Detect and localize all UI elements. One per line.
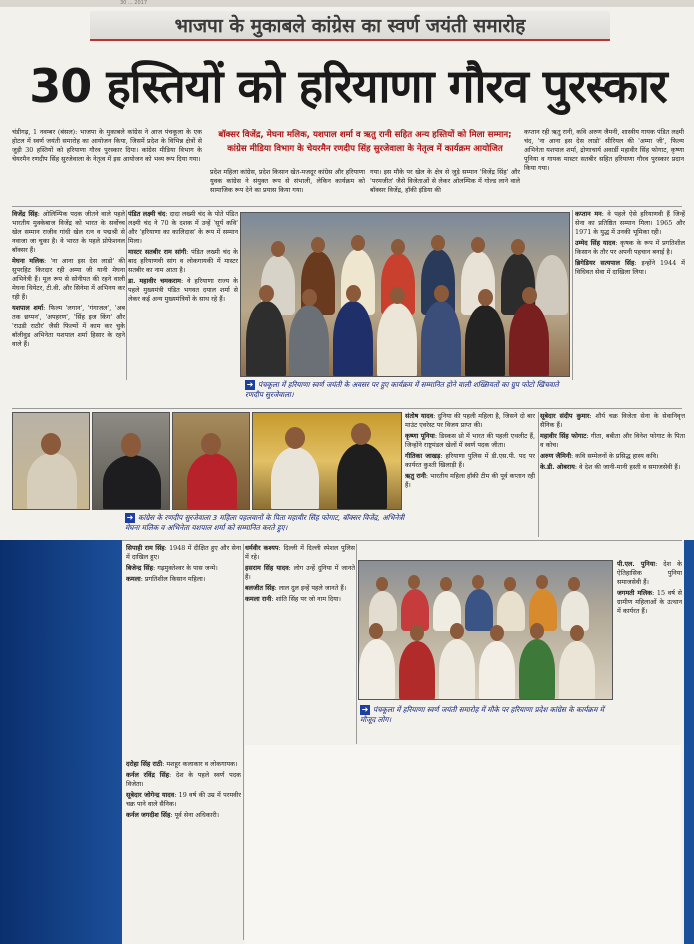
- blue-edge-strip-right: [684, 540, 694, 944]
- award-photo-3: [172, 412, 250, 510]
- caption-arrow-icon: ➜: [126, 513, 134, 522]
- profile: कृष्णा पूनिया: डिस्कस थ्रो में भारत की पहली एथलीट हैं, जिन्होंने राष्ट्रमंडल खेलों में स्वर्ण पदक जीता।: [405, 432, 535, 449]
- person-figure: [421, 301, 461, 377]
- group-photo: [240, 212, 570, 377]
- profile: मेघना मलिक: 'ना आना इस देस लाडो' की सुपरहिट किरदार रही अम्मा जी यानी मेघना अभिनेत्री हैं। मूल रूप से सोनीपत की रहने वाली मेघना थियेटर, टी.वी. और सिनेमा में अभिनय कर रही हैं।: [12, 257, 125, 301]
- right-profiles-2: [540, 412, 685, 537]
- award-photo-2: [92, 412, 170, 510]
- profile: कमला रानी: शांति सिंह पर जो नाम दिया।: [245, 595, 341, 603]
- profile: धर्मवीर कश्यप: दिल्ली में दिल्ली स्पेशल पुलिस में रहे।: [245, 544, 355, 561]
- profile: सिपाही राम सिंह: 1948 में दीक्षित हुए और सेना में दाखिल हुए।: [126, 544, 241, 561]
- blank-area: [245, 745, 681, 944]
- deck-line-2: कांग्रेस मीडिया विभाग के चेयरमैन रणदीप सिंह सुरजेवाला के नेतृत्व में कार्यक्रम आयोजित: [227, 144, 503, 154]
- intro-col-2: प्रदेश महिला कांग्रेस, प्रदेश किसान खेत-मजदूर कांग्रेस और हरियाणा युवक कांग्रेस ने संयुक्त रूप से संभाली, लेकिन कार्यक्रम को सामाजिक रूप देने का प्रयास किया गया।: [210, 168, 365, 194]
- audience-photo-caption: ➜ पंचकूला में हरियाणा स्वर्ण जयंती समारोह में मौके पर हरियाणा प्रदेश कांग्रेस के कार्यक्रम में मौजूद लोग।: [360, 705, 604, 724]
- profile: जगमती मलिक: 15 वर्ष से ग्रामीण महिलाओं के उत्थान में कार्यरत हैं।: [617, 589, 682, 615]
- profile: कप्तान मन: वे पहले ऐसे हरियाणवी हैं जिन्हें सेना का प्रतिष्ठित सम्मान मिला। 1965 और 1971 के युद्ध में उनकी भूमिका रही।: [575, 210, 685, 236]
- profile: सूबेदार संदीप कुमार: शौर्य चक्र विजेता सेना के सेवानिवृत्त सैनिक हैं।: [540, 412, 685, 429]
- profile: पंडित लक्ष्मी चंद: दादा लख्मी चंद के पोते पंडित लक्ष्मी चंद ने 70 के दशक में उन्हें 'सूर्य कवि' और 'हरियाणा का कालिदास' के रूप में सम्मान मिला।: [128, 210, 238, 245]
- profile: गीतिका जाखड़: हरियाणा पुलिस में डी.एस.पी. पद पर कार्यरत कुश्ती खिलाड़ी हैं।: [405, 452, 535, 469]
- profile: के.डी. ओबराय: वे देश की जानी-मानी हस्ती व समाजसेवी हैं।: [540, 463, 681, 471]
- deck-line-1: बॉक्सर विजेंद्र, मेघना मलिक, यशपाल शर्मा व ऋतु रानी सहित अन्य हस्तियों को मिला सम्मान;: [218, 130, 512, 140]
- person-figure: [333, 301, 373, 377]
- profile: कर्नल रविंद्र सिंह: देश के पहले स्वर्ण पदक विजेता।: [126, 771, 241, 788]
- profile: अरुण जैमिनी: कवि सम्मेलनों के प्रसिद्ध हास्य कवि।: [540, 452, 659, 460]
- award-photo-4: [252, 412, 402, 510]
- profile: उम्मेद सिंह यादव: कृषक के रूप में प्रगतिशील किसान के तौर पर अपनी पहचान बनाई है।: [575, 239, 685, 256]
- audience-photo: [358, 560, 613, 700]
- profile: डा. महावीर चमकराम: वे हरियाणा राज्य के पहले मुख्यमंत्री पंडित भगवत दयाल शर्मा से लेकर कई अन्य मुख्यमंत्रियों के साथ रहे हैं।: [128, 277, 238, 303]
- person-figure: [536, 255, 568, 315]
- profile: ब्रिगेडियर सत्यपाल सिंह: इन्होंने 1944 में विधिवत सेवा में दाखिला लिया।: [575, 259, 685, 276]
- profile: ऋतु रानी: भारतीय महिला हॉकी टीम की पूर्व कप्तान रही हैं।: [405, 472, 535, 489]
- intro-col-3: गया। इस मौके पर खेल के क्षेत्र से जुड़े सम्मान 'विजेंद्र सिंह' और 'परमजीत' जैसे विजेताओं से लेकर ओलम्पिक में गोल्ड लाने वाले बॉक्सर विजेंद्र, हॉकी इंडिया की: [370, 168, 520, 194]
- right-profiles: [575, 210, 685, 375]
- top-strip: 30 ... 2017: [0, 0, 694, 7]
- profile: मास्टर सतबीर राम सांगी: पंडित लख्मी चंद के बाद हरियाणवी सांग व लोकगायकी में मास्टर सतबीर का नाम आता है।: [128, 248, 238, 274]
- profile: बिजेन्द्र सिंह: गढ़मुक्तेश्वर के पास जन्मे।: [126, 564, 218, 572]
- person-figure: [289, 305, 329, 377]
- headline: 30 हस्तियों को हरियाणा गौरव पुरस्कार: [29, 59, 667, 113]
- left-profiles: [12, 210, 125, 382]
- lower-right-profiles: [617, 560, 682, 760]
- kicker: भाजपा के मुकाबले कांग्रेस का स्वर्ण जयंती समारोह: [90, 11, 610, 41]
- profile: संतोष यादव: दुनिया की पहली महिला है, जिसने दो बार माउंट एवरेस्ट पर विजय प्राप्त की।: [405, 412, 535, 429]
- caption-arrow-icon: ➜: [246, 380, 254, 389]
- person-figure: [246, 301, 286, 377]
- lower-mid-profiles: [245, 544, 355, 744]
- person-figure: [465, 305, 505, 377]
- profile: बलजीत सिंह: लाल दुल इन्हें पहले जानते हैं।: [245, 584, 347, 592]
- person-figure: [377, 303, 417, 377]
- group-photo-caption: ➜ पंचकूला में हरियाणा स्वर्ण जयंती के अवसर पर हुए कार्यक्रम में सम्मानित होने वाली शख्सियतों का ग्रुप फोटो खिंचवाते रणदीप सुरजेवाला।: [245, 380, 559, 399]
- profile: कमला: प्रगतिशील किसान महिला।: [126, 575, 206, 583]
- caption-arrow-icon: ➜: [361, 705, 369, 714]
- intro-col-4: कप्तान रही ऋतु रानी, कवि अरुण जैमनी, शास्त्रीय गायक पंडित लक्ष्मी चंद, 'ना आना इस देस लाडो' सीरियल की 'अम्मा जी', फिल्म अभिनेता यशपाल शर्मा, द्रोणाचार्य अवार्डी महावीर सिंह फोगाट, कृष्णा पूनिया व गायक मास्टर सतबीर सहित हरियाणा गौरव पुरस्कार प्रदान किया गया।: [524, 128, 684, 172]
- profile: दरोहा सिंह राठी: मशहूर कलाकार व लोकगायक।: [126, 760, 238, 768]
- profile: महावीर सिंह फोगाट: गीता, बबीता और विनेश फोगाट के पिता व कोच।: [540, 432, 685, 449]
- profile: हसराम सिंह यादव: लोग उन्हें दुनिया में जानते हैं।: [245, 564, 355, 581]
- profile: कर्नल जगदीश सिंह: पूर्व सेना अधिकारी।: [126, 811, 220, 819]
- person-figure: [509, 303, 549, 377]
- profile: पी.एल. पुनिया: देश के ऐतिहासिक पुनिया समाजसेवी हैं।: [617, 560, 682, 586]
- award-strip-caption: ➜ कांग्रेस के रणदीप सुरजेवाला 3 महिला पहलवानों के पिता महावीर सिंह फोगाट, बॉक्सर विजेंद्र, अभिनेत्री मेघना मलिक व अभिनेता यशपाल शर्मा को सम्मानित करते हुए।: [125, 513, 405, 532]
- intro-col-1: चंडीगढ़, 1 नवम्बर (बंसल): भाजपा के मुकाबले कांग्रेस ने आज पंचकूला के एक होटल में स्वर्ण जयंती समारोह का आयोजन किया, जिसमें प्रदेश के विभिन्न क्षेत्रों से जुड़ी 30 हस्तियों को हरियाणा गौरव पुरस्कार दिया। कांग्रेस मीडिया विभाग के चेयरमैन रणदीप सिंह सुरजेवाला के नेतृत्व में इस आयोजन को भव्य रूप दिया गया।: [12, 128, 202, 163]
- deck: [210, 128, 520, 164]
- profile: सूबेदार जोगेन्द्र यादव: 19 वर्ष की उम्र में परमवीर चक्र पाने वाले सैनिक।: [126, 791, 241, 808]
- award-photo-1: [12, 412, 90, 510]
- profile: यशपाल शर्मा: फिल्म 'लगान', 'गंगाजल', 'अब तक छप्पन', 'अपहरण', 'सिंह इज किंग' और 'राउडी राठौर' जैसी फिल्मों में काम कर चुके बॉलीवुड अभिनेता यशपाल शर्मा हिसार के रहने वाले हैं।: [12, 304, 125, 348]
- lower-left-profiles: [126, 544, 241, 754]
- blue-edge-strip: [0, 540, 122, 944]
- mid-profiles-2: [405, 412, 535, 537]
- profile: विजेंद्र सिंह: ओलिम्पिक पदक जीतने वाले पहले भारतीय मुक्केबाज विजेंद्र को भारत के सर्वोच्च खेल सम्मान राजीव गांधी खेल रत्न व पद्मश्री से नवाजा जा चुका है। वे भारत के पहले प्रोफेशनल बॉक्सर हैं।: [12, 210, 125, 254]
- lower-left-profiles-2: [126, 760, 241, 940]
- mid-profiles: [128, 210, 238, 382]
